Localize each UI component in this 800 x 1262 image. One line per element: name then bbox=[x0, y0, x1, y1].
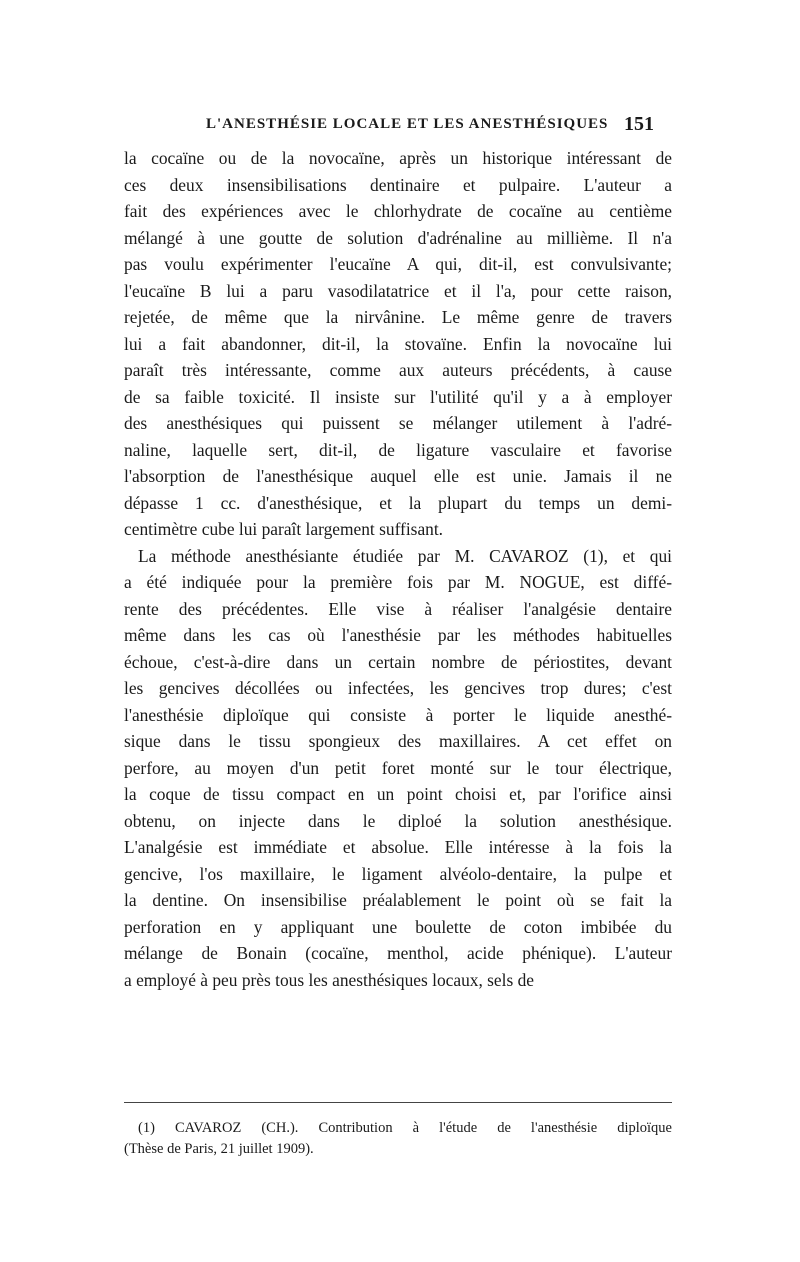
text-line: rejetée, de même que la nirvânine. Le même genre de travers bbox=[124, 307, 672, 327]
text-line: perfore, au moyen d'un petit foret monté sur le tour électrique, bbox=[124, 757, 672, 778]
text-line: des anesthésiques qui puissent se mélanger utilement à l'adré- bbox=[124, 413, 672, 433]
text-line: gencive, l'os maxillaire, le ligament alvéolo-dentaire, la pulpe et bbox=[124, 863, 672, 884]
text-line: échoue, c'est-à-dire dans un certain nombre de périostites, devant bbox=[124, 651, 672, 672]
text-line: perforation en y appliquant une boulette de coton imbibée du bbox=[124, 916, 672, 937]
text-line: La méthode anesthésiante étudiée par M. CAVAROZ (1), et qui bbox=[138, 545, 672, 566]
text-line: mélangé à une goutte de solution d'adrénaline au millième. Il n'a bbox=[124, 227, 672, 248]
footnote-rule bbox=[124, 1102, 672, 1103]
text-line: les gencives décollées ou infectées, les gencives trop dures; c'est bbox=[124, 678, 672, 698]
text-line: l'absorption de l'anesthésique auquel elle est unie. Jamais il ne bbox=[124, 466, 672, 486]
text-line: dépasse 1 cc. d'anesthésique, et la plupart du temps un demi- bbox=[124, 492, 672, 513]
text-line: la cocaïne ou de la novocaïne, après un historique intéressant de bbox=[124, 148, 672, 168]
running-head bbox=[124, 113, 654, 138]
text-line: de sa faible toxicité. Il insiste sur l'utilité qu'il y a à employer bbox=[124, 386, 672, 407]
text-line: obtenu, on injecte dans le diploé la solution anesthésique. bbox=[124, 810, 672, 831]
text-line: la dentine. On insensibilise préalablement le point où se fait la bbox=[124, 890, 672, 910]
text-line: même dans les cas où l'anesthésie par les méthodes habituelles bbox=[124, 625, 672, 645]
page-number: 151 bbox=[624, 113, 654, 135]
text-line: paraît très intéressante, comme aux auteurs précédents, à cause bbox=[124, 360, 672, 380]
text-line: naline, laquelle sert, dit-il, de ligature vasculaire et favorise bbox=[124, 439, 672, 460]
footnote-line: (1) CAVAROZ (CH.). Contribution à l'étude de l'anesthésie diploïque bbox=[138, 1120, 672, 1136]
running-title: L'ANESTHÉSIE LOCALE ET LES ANESTHÉSIQUES bbox=[206, 116, 609, 132]
text-line: l'anesthésie diploïque qui consiste à porter le liquide anesthé- bbox=[124, 704, 672, 725]
text-line: a employé à peu près tous les anesthésiques locaux, sels de bbox=[124, 969, 535, 990]
text-line: mélange de Bonain (cocaïne, menthol, acide phénique). L'auteur bbox=[124, 943, 672, 963]
text-line: L'analgésie est immédiate et absolue. Elle intéresse à la fois la bbox=[124, 837, 672, 857]
text-line: fait des expériences avec le chlorhydrate de cocaïne au centième bbox=[124, 201, 672, 221]
text-line: sique dans le tissu spongieux des maxillaires. A cet effet on bbox=[124, 731, 672, 751]
body-text bbox=[124, 145, 672, 993]
footnotes bbox=[124, 1118, 672, 1160]
text-line: a été indiquée pour la première fois par M. NOGUE, est diffé- bbox=[124, 572, 672, 592]
footnote-line: (Thèse de Paris, 21 juillet 1909). bbox=[124, 1141, 314, 1157]
text-line: lui a fait abandonner, dit-il, la stovaïne. Enfin la novocaïne lui bbox=[124, 333, 672, 354]
text-line: ces deux insensibilisations dentinaire et pulpaire. L'auteur a bbox=[124, 174, 672, 195]
text-line: centimètre cube lui paraît largement suffisant. bbox=[124, 519, 444, 539]
text-line: la coque de tissu compact en un point choisi et, par l'orifice ainsi bbox=[124, 784, 672, 804]
text-line: rente des précédentes. Elle vise à réaliser l'analgésie dentaire bbox=[124, 598, 672, 619]
text-line: l'eucaïne B lui a paru vasodilatatrice et il l'a, pour cette raison, bbox=[124, 280, 672, 301]
text-line: pas voulu expérimenter l'eucaïne A qui, dit-il, est convulsivante; bbox=[124, 254, 672, 274]
